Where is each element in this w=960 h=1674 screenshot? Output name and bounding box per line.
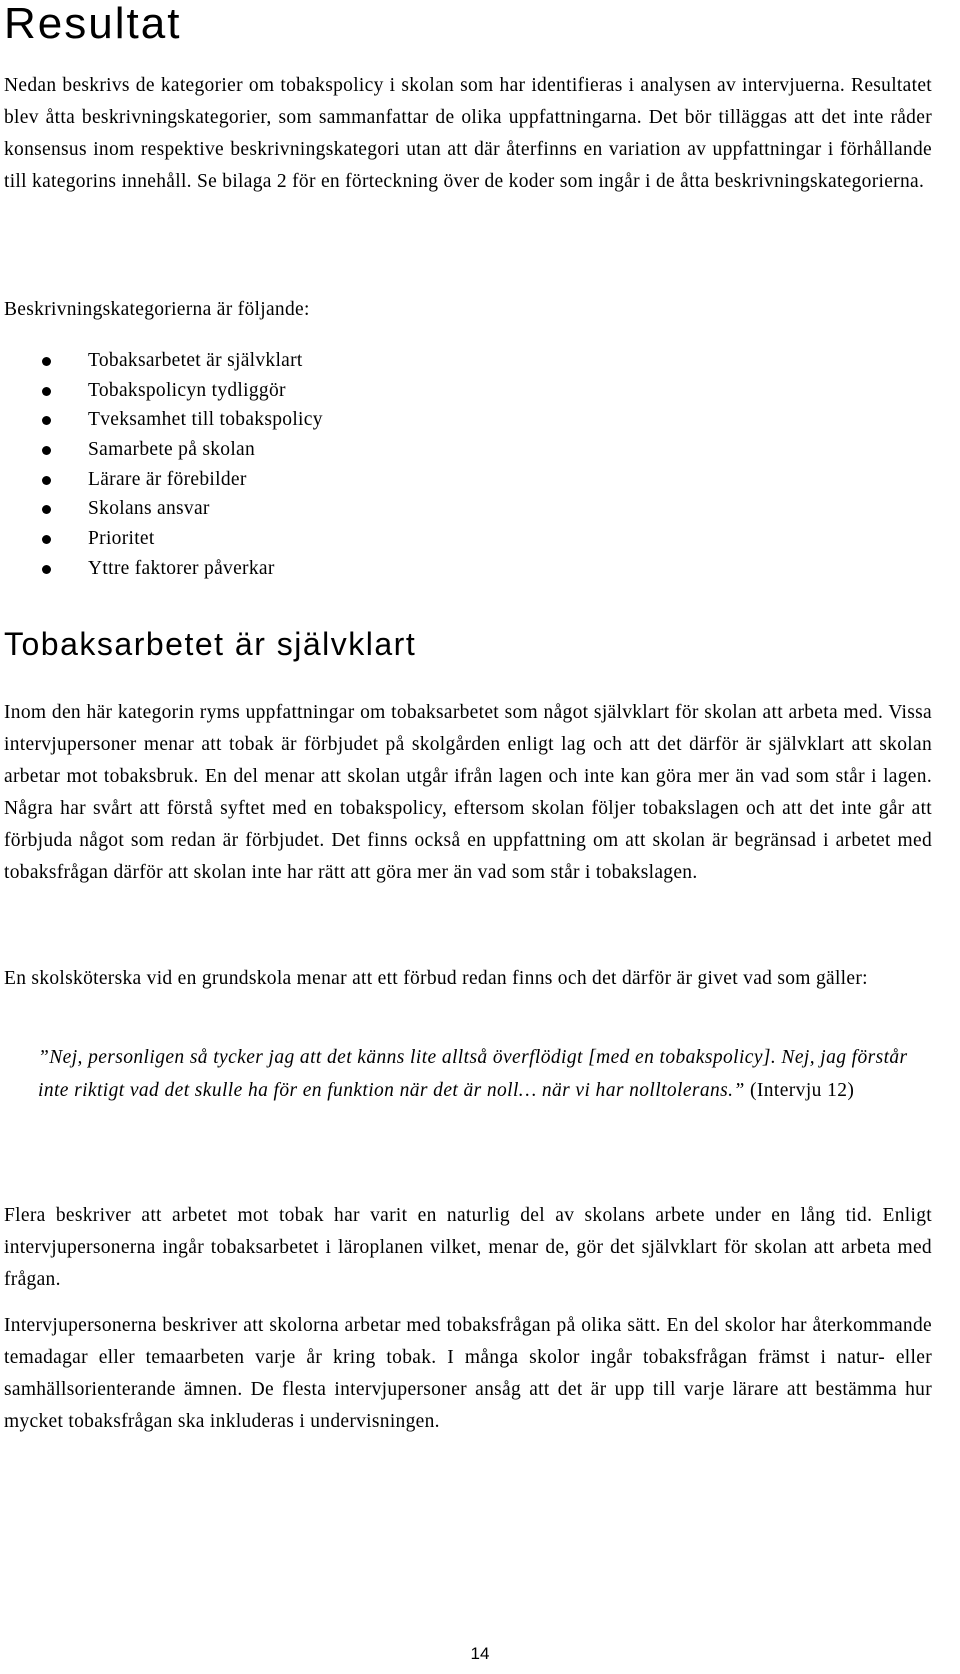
list-item: [4, 376, 323, 406]
list-item: [4, 465, 323, 495]
page-title: Resultat: [4, 0, 182, 48]
bullet-icon: [42, 476, 51, 485]
category-list: [4, 346, 323, 584]
page-number: 14: [470, 1644, 490, 1663]
list-intro: Beskrivningskategorierna är följande:: [4, 299, 310, 320]
list-item: [4, 346, 323, 376]
interview-quote: [38, 1041, 938, 1107]
list-item: [4, 524, 323, 554]
bullet-icon: [42, 505, 51, 514]
quote-source: (Intervju 12): [749, 1080, 855, 1101]
category-label: Skolans ansvar: [88, 498, 210, 520]
bullet-icon: [42, 357, 51, 366]
list-item: [4, 405, 323, 435]
category-label: Lärare är förebilder: [88, 468, 247, 490]
section-paragraph: Intervjupersonerna beskriver att skolorna arbetar med tobaksfrågan på olika sätt. En del skolor har återkommande temadagar eller temaarbeten varje år kring tobak. I många skolor ingår tobaksfrågan främst i natur- eller samhällsorienterande ämnen. De flesta intervjupersoner ansåg att det är upp till varje lärare att bestämma hur mycket tobaksfrågan ska inkluderas i undervisningen.: [4, 1315, 932, 1432]
category-label: Tobaksarbetet är självklart: [88, 350, 303, 371]
bullet-icon: [42, 416, 51, 425]
list-item: [4, 554, 323, 584]
section-paragraph: En skolsköterska vid en grundskola menar att ett förbud redan finns och det därför är givet vad som gäller:: [4, 968, 868, 989]
category-label: Tobakspolicyn tydliggör: [88, 379, 286, 401]
quote-text: ”Nej, personligen så tycker jag att det känns lite alltså överflödigt [med en tobakspolicy]. Nej, jag förstår inte riktigt vad det skulle ha för en funktion när det är noll… när vi har nolltolerans.”: [38, 1047, 908, 1101]
section-paragraph: Inom den här kategorin ryms uppfattningar om tobaksarbetet som något självklart för skolan att arbeta med. Vissa intervjupersoner menar att tobak är förbjudet på skolgården enligt lag och att det därför är självklart att skolan arbetar mot tobaksbruk. En del menar att skolan utgår ifrån lagen och inte kan göra mer än vad som står i lagen. Några har svårt att förstå syftet med en tobakspolicy, eftersom skolan följer tobakslagen och att det inte går att förbjuda något som redan är förbjudet. Det finns också en uppfattning om att skolan är begränsad i arbetet med tobaksfrågan därför att skolan inte har rätt att göra mer än vad som står i tobakslagen.: [4, 702, 932, 883]
category-label: Samarbete på skolan: [88, 439, 256, 461]
intro-paragraph: Nedan beskrivs de kategorier om tobakspolicy i skolan som har identifieras i analysen av intervjuerna. Resultatet blev åtta beskrivningskategorier, som sammanfattar de olika uppfattningarna. Det bör tilläggas att det inte råder konsensus inom respektive beskrivningskategori utan att där återfinns en variation av uppfattningar i förhållande till kategorins innehåll. Se bilaga 2 för en förteckning över de koder som ingår i de åtta beskrivningskategorierna.: [4, 75, 932, 192]
bullet-icon: [42, 387, 51, 396]
bullet-icon: [42, 446, 51, 455]
list-item: [4, 494, 323, 524]
bullet-icon: [42, 565, 51, 574]
bullet-icon: [42, 535, 51, 544]
category-label: Prioritet: [88, 528, 155, 550]
category-label: Yttre faktorer påverkar: [88, 557, 275, 579]
section-heading: Tobaksarbetet är självklart: [4, 626, 417, 662]
section-paragraph: Flera beskriver att arbetet mot tobak har varit en naturlig del av skolans arbete under en lång tid. Enligt intervjupersonerna ingår tobaksarbetet i läroplanen vilket, menar de, gör det självklart för skolan att arbeta med frågan.: [4, 1205, 932, 1290]
list-item: [4, 435, 323, 465]
category-label: Tveksamhet till tobakspolicy: [88, 409, 323, 431]
